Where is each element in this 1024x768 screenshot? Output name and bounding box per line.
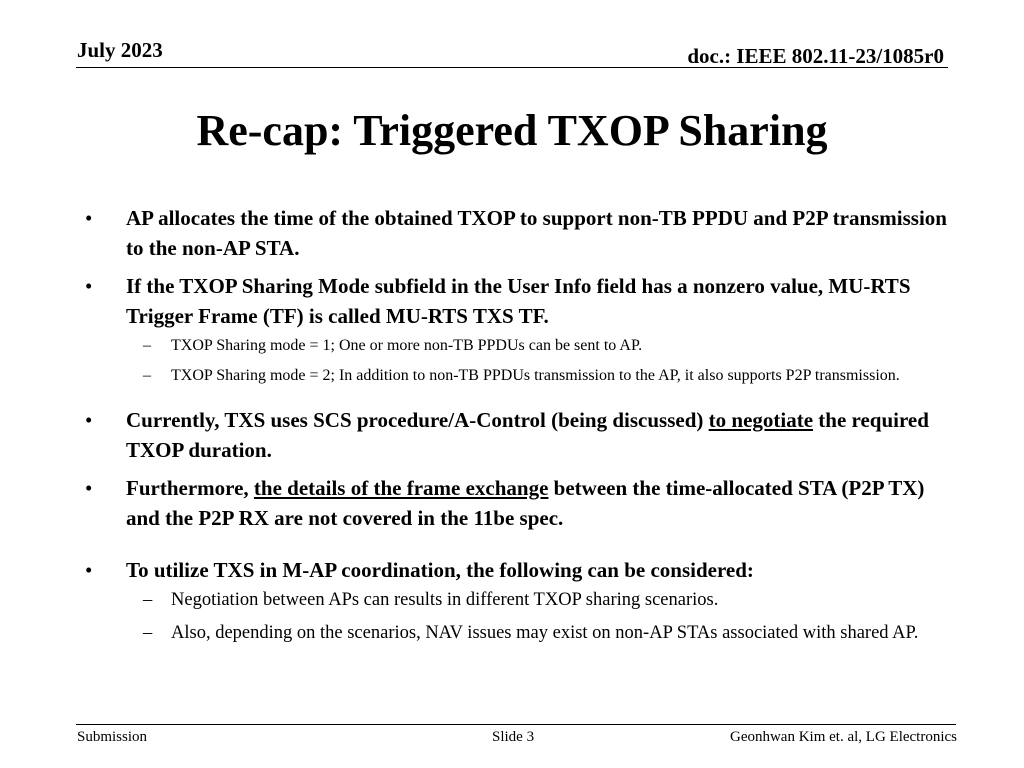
sub-bullet-text: Also, depending on the scenarios, NAV issues may exist on non-AP STAs associated with shared AP. [171,623,919,643]
bullet-item [85,473,955,533]
dash-marker: – [143,623,153,643]
bullet-item [85,271,955,331]
header-doc-number: doc.: IEEE 802.11-23/1085r0 [687,44,944,68]
sub-bullet-text: TXOP Sharing mode = 1; One or more non-TB PPDUs can be sent to AP. [171,337,643,354]
bullet-marker: • [85,476,93,500]
sub-bullet-text: Negotiation between APs can results in different TXOP sharing scenarios. [171,590,719,610]
bullet-text: If the TXOP Sharing Mode subfield in the User Info field has a nonzero value, MU-RTS Trigger Frame (TF) is called MU-RTS TXS TF. [126,274,911,328]
bullet-marker: • [85,206,93,230]
underlined-phrase: to negotiate [708,408,814,432]
footer-submission: Submission [77,729,148,745]
bullet-text-end: between the time-allocated STA (P2P TX) and the P2P RX are not covered in the 11be spec. [126,476,925,530]
bullet-marker: • [85,274,93,298]
sub-bullet-item [85,335,955,357]
bullet-text-start: Furthermore, [126,476,254,500]
bullet-marker: • [85,408,93,432]
dash-marker: – [143,337,151,354]
footer-authors: Geonhwan Kim et. al, LG Electronics [729,729,957,745]
bullet-text: To utilize TXS in M-AP coordination, the following can be considered: [126,558,754,582]
spacer [85,395,955,405]
slide-title: Re-cap: Triggered TXOP Sharing [196,106,828,155]
spacer [85,541,955,555]
footer-slide-number: Slide 3 [492,729,535,745]
bullet-text-start: Currently, TXS uses SCS procedure/A-Control (being discussed) [126,408,709,432]
bullet-text: AP allocates the time of the obtained TXOP to support non-TB PPDU and P2P transmission to the non-AP STA. [126,206,947,260]
bullet-text-end: the required TXOP duration. [126,408,929,462]
slide-body [85,203,955,653]
sub-bullet-item [85,620,955,647]
header-rule [76,67,948,68]
footer-rule [76,724,956,725]
underlined-phrase: the details of the frame exchange [253,476,549,500]
sub-bullet-text: TXOP Sharing mode = 2; In addition to non-TB PPDUs transmission to the AP, it also supports P2P transmission. [171,367,900,384]
bullet-item [85,203,955,263]
header-date: July 2023 [77,38,163,62]
dash-marker: – [143,590,153,610]
sub-bullet-item [85,587,955,614]
bullet-item [85,555,955,585]
bullet-marker: • [85,558,93,582]
sub-bullet-item [85,365,955,387]
bullet-item [85,405,955,465]
dash-marker: – [143,367,151,384]
